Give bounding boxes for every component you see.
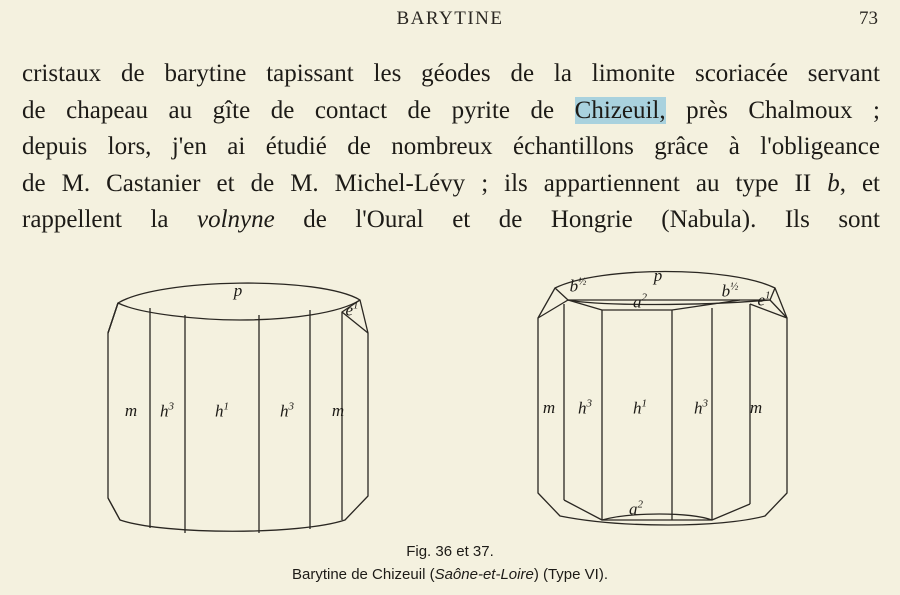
figure-caption-number: Fig. 36 et 37.	[406, 543, 494, 560]
fig37-label-b-left-letter: b	[569, 276, 579, 296]
fig36-label-m-left: m	[124, 401, 138, 420]
highlighted-word[interactable]: Chizeuil,	[574, 96, 666, 124]
text-line-4	[22, 166, 880, 203]
crystal-figure-36	[108, 283, 368, 533]
fig37-label-a2-bottom	[629, 499, 643, 520]
fig37-label-h1-sup: 1	[641, 397, 647, 410]
fig36-label-e-letter: e	[345, 300, 354, 320]
fig37-label-h3-left	[578, 398, 592, 419]
text-line-5	[22, 202, 880, 239]
fig36-label-h1-sup: 1	[223, 400, 229, 413]
fig36-edge-left	[108, 303, 118, 333]
crystal-figures	[0, 258, 900, 543]
fig37-label-h1	[633, 398, 647, 419]
fig37-label-a2-top-sup: 2	[641, 291, 647, 304]
fig36-label-h3-left-sup: 3	[168, 400, 174, 413]
fig37-label-e-letter: e	[757, 290, 766, 310]
text-line-2	[22, 93, 880, 130]
caption-title-italic: Saône-et-Loire	[434, 566, 534, 583]
fig36-label-e	[345, 300, 358, 321]
fig37-bottom-facet	[564, 500, 750, 520]
text-line-4-end: , et	[839, 169, 880, 197]
fig36-label-h3-right-letter: h	[280, 401, 289, 421]
text-line-5-end: de l'Oural et de Hongrie (Nabula). Ils sont	[274, 206, 881, 234]
fig37-bottom-edge	[602, 514, 712, 520]
fig37-label-h1-letter: h	[633, 398, 642, 418]
text-line-2-start: de chapeau au gîte de contact de pyrite de	[22, 96, 575, 124]
text-line-3-content: depuis lors, j'en ai étudié de nombreux échantillons grâce à l'obligeance	[22, 133, 880, 161]
text-line-5-start: rappellent la	[22, 206, 197, 234]
fig37-label-a2-bottom-sup: 2	[637, 498, 643, 511]
fig36-label-h3-left-letter: h	[160, 401, 169, 421]
fig36-bottom-left	[108, 498, 120, 520]
fig37-label-h3-left-sup: 3	[586, 397, 592, 410]
fig36-label-h3-right-sup: 3	[288, 400, 294, 413]
fig37-label-e-sup: 1	[765, 289, 771, 302]
fig37-label-b-right-sup: ½	[730, 280, 739, 293]
fig36-label-h3-right	[280, 401, 294, 422]
caption-title-start: Barytine de Chizeuil (	[292, 566, 435, 583]
fig37-label-m-left: m	[542, 398, 556, 417]
text-line-1-content: cristaux de barytine tapissant les géodes de la limonite scoriacée servant	[22, 60, 880, 87]
text-line-5-italic: volnyne	[197, 206, 275, 234]
fig37-label-b-right-letter: b	[721, 281, 731, 301]
fig37-label-h3-right-letter: h	[694, 398, 703, 418]
fig37-label-b-left-sup: ½	[578, 275, 587, 288]
figure-caption-title	[0, 566, 900, 583]
fig36-top-edge	[118, 300, 360, 320]
fig37-label-b-right	[722, 281, 739, 302]
text-line-1	[22, 56, 880, 93]
caption-title-end: ) (Type VI).	[533, 566, 608, 583]
fig37-label-p: p	[653, 266, 663, 285]
fig36-label-p: p	[233, 281, 243, 300]
fig37-top-facets	[555, 288, 775, 300]
text-line-3	[22, 129, 880, 166]
fig37-label-h3-right	[694, 398, 708, 419]
text-line-4-italic: b	[827, 169, 840, 197]
page-number: 73	[859, 8, 878, 29]
body-paragraph	[22, 56, 880, 239]
text-line-2-end: près Chalmoux ;	[665, 96, 880, 124]
running-title: BARYTINE	[396, 8, 504, 29]
fig37-label-a2-bottom-letter: a	[629, 499, 638, 519]
fig37-label-e	[757, 290, 770, 311]
fig36-label-m-right: m	[331, 401, 345, 420]
fig37-label-h3-left-letter: h	[578, 398, 587, 418]
fig36-label-h3-left	[160, 401, 174, 422]
fig37-label-a2-top	[633, 292, 647, 313]
fig37-label-a2-top-letter: a	[633, 292, 642, 312]
fig36-label-e-sup: 1	[353, 299, 359, 312]
fig37-label-b-left	[570, 276, 587, 297]
fig37-label-m-right: m	[749, 398, 763, 417]
fig36-label-h1-letter: h	[215, 401, 224, 421]
page-header	[0, 6, 900, 36]
text-line-4-start: de M. Castanier et de M. Michel-Lévy ; ils appartiennent au type II	[22, 169, 828, 197]
fig36-label-h1	[215, 401, 229, 422]
fig37-label-h3-right-sup: 3	[702, 397, 708, 410]
